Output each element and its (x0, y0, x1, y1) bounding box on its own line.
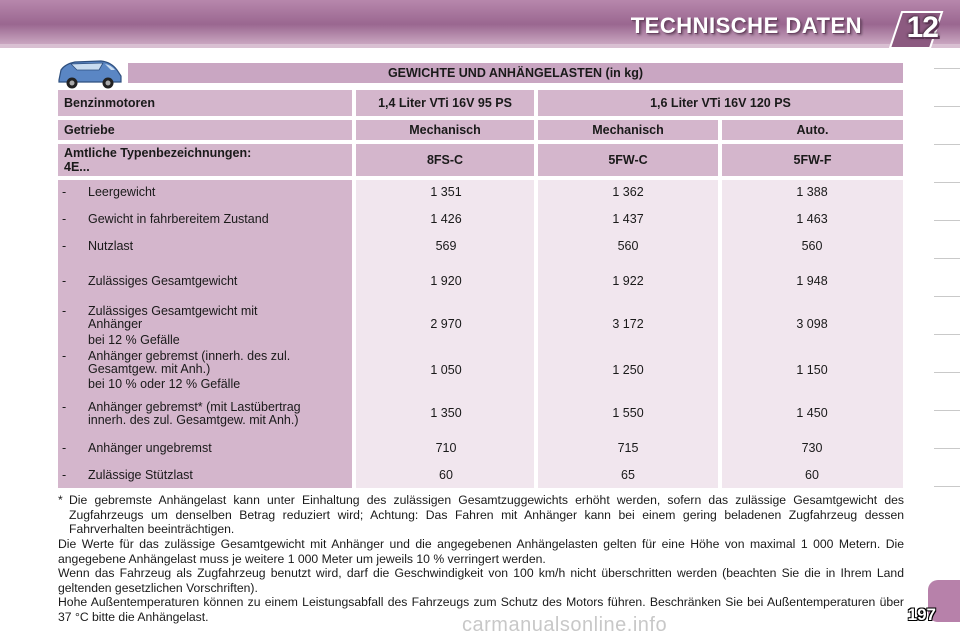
side-tab[interactable] (934, 296, 960, 331)
car-icon (55, 56, 125, 90)
row-label: Anhänger gebremst (innerh. des zul. (88, 349, 291, 363)
type-designation-line2: 4E... (64, 160, 90, 174)
row-value-b: 1 362 (612, 185, 644, 199)
row-value-c: 60 (805, 468, 819, 482)
row-value-a: 569 (435, 239, 457, 253)
row-value-b: 715 (617, 441, 639, 455)
row-value-c: 1 450 (796, 406, 828, 420)
row-value-b: 1 250 (612, 363, 644, 377)
type-designation-label (58, 144, 352, 176)
row-label-cont: innerh. des zul. Gesamtgew. mit Anh.) (88, 413, 299, 427)
page-number: 197 (907, 605, 936, 624)
type-c: 5FW-F (722, 144, 903, 176)
row-label-cont: Gesamtgew. mit Anh.) (88, 362, 211, 376)
row-dash: - (62, 185, 67, 199)
row-dash: - (62, 239, 67, 253)
paragraph-temperature: Hohe Außentemperaturen können zu einem Leistungsabfall des Fahrzeugs zum Schutz des Motors führen. Beschränken Sie bei Außentemperaturen über 37 °C bitte die Anhängelast. (58, 595, 904, 624)
row-value-b: 1 437 (612, 212, 644, 226)
gearbox-c: Auto. (722, 120, 903, 140)
row-value-c: 1 463 (796, 212, 828, 226)
engine-type-label: Benzinmotoren (58, 90, 352, 116)
side-tab[interactable] (934, 182, 960, 217)
engine-1-4: 1,4 Liter VTi 16V 95 PS (356, 90, 534, 116)
gearbox-b: Mechanisch (538, 120, 718, 140)
side-tab[interactable] (934, 220, 960, 255)
row-value-c: 1 388 (796, 185, 828, 199)
chapter-number: 12 (906, 11, 938, 44)
row-label: Gewicht in fahrbereitem Zustand (88, 212, 269, 226)
row-dash: - (62, 441, 67, 455)
side-tab[interactable] (934, 106, 960, 141)
row-dash: - (62, 304, 67, 318)
row-label: Leergewicht (88, 185, 156, 199)
row-dash: - (62, 274, 67, 288)
side-tab[interactable] (934, 68, 960, 103)
row-label: Zulässige Stützlast (88, 468, 193, 482)
side-tab[interactable] (934, 144, 960, 179)
row-value-a: 2 970 (430, 317, 462, 331)
row-value-a: 710 (435, 441, 457, 455)
type-b: 5FW-C (538, 144, 718, 176)
side-tab[interactable] (934, 410, 960, 445)
side-tab[interactable] (934, 448, 960, 483)
chapter-side-tabs (932, 68, 960, 588)
row-value-a: 1 920 (430, 274, 462, 288)
row-label: Anhänger ungebremst (88, 441, 212, 455)
row-dash: - (62, 400, 67, 414)
side-tab[interactable] (934, 372, 960, 407)
row-label: Nutzlast (88, 239, 134, 253)
row-value-b: 3 172 (612, 317, 644, 331)
row-label-note: bei 10 % oder 12 % Gefälle (88, 377, 241, 391)
row-value-a: 1 426 (430, 212, 462, 226)
footnote-marker: * (58, 493, 63, 507)
row-label-cont: Anhänger (88, 317, 143, 331)
type-designation-line1: Amtliche Typenbezeichnungen: (64, 146, 252, 160)
row-value-b: 560 (617, 239, 639, 253)
paragraph-speed: Wenn das Fahrzeug als Zugfahrzeug benutzt wird, darf die Geschwindigkeit von 100 km/h nicht überschritten werden (beachten Sie die in Ihrem Land geltenden gesetzlichen Vorschriften). (58, 566, 904, 595)
type-a: 8FS-C (356, 144, 534, 176)
watermark: carmanualsonline.info (462, 614, 668, 636)
row-label: Zulässiges Gesamtgewicht mit (88, 304, 258, 318)
row-value-c: 1 948 (796, 274, 828, 288)
row-label: Zulässiges Gesamtgewicht (88, 274, 238, 288)
gearbox-label: Getriebe (58, 120, 352, 140)
page-title: TECHNISCHE DATEN (630, 13, 862, 38)
side-tab[interactable] (934, 334, 960, 369)
engine-1-6: 1,6 Liter VTi 16V 120 PS (538, 90, 903, 116)
row-value-a: 60 (439, 468, 453, 482)
paragraph-altitude: Die Werte für das zulässige Gesamtgewicht mit Anhänger und die angegebenen Anhängelasten gelten für eine Höhe von maximal 1 000 Metern. Die angegebene Anhängelast muss je weitere 1 000 Meter um jeweils 10 % verringert werden. (58, 537, 904, 566)
side-tab[interactable] (934, 258, 960, 293)
row-label-note: bei 12 % Gefälle (88, 333, 180, 347)
row-value-a: 1 050 (430, 363, 462, 377)
row-dash: - (62, 349, 67, 363)
side-tab[interactable] (934, 486, 960, 521)
section-title: GEWICHTE UND ANHÄNGELASTEN (in kg) (128, 63, 903, 83)
row-dash: - (62, 468, 67, 482)
row-value-b: 1 550 (612, 406, 644, 420)
row-value-a: 1 351 (430, 185, 462, 199)
row-value-b: 65 (621, 468, 635, 482)
row-label: Anhänger gebremst* (mit Lastübertrag (88, 400, 301, 414)
footnote-text: Die gebremste Anhängelast kann unter Einhaltung des zulässigen Gesamtzuggewichts erhöht werden, sofern das zulässige Gesamtgewicht des Zugfahrzeugs um denselben Betrag reduziert wird; Achtung: Das Fahren mit Anhänger kann bei einem gering beladenen Zugfahrzeug dessen Fahrverhalten beeinträchtigen. (69, 493, 904, 536)
row-value-c: 3 098 (796, 317, 828, 331)
row-value-c: 1 150 (796, 363, 828, 377)
gearbox-a: Mechanisch (356, 120, 534, 140)
row-value-a: 1 350 (430, 406, 462, 420)
row-value-c: 730 (801, 441, 823, 455)
row-value-b: 1 922 (612, 274, 644, 288)
row-dash: - (62, 212, 67, 226)
row-value-c: 560 (801, 239, 823, 253)
header-stripe (0, 44, 960, 48)
